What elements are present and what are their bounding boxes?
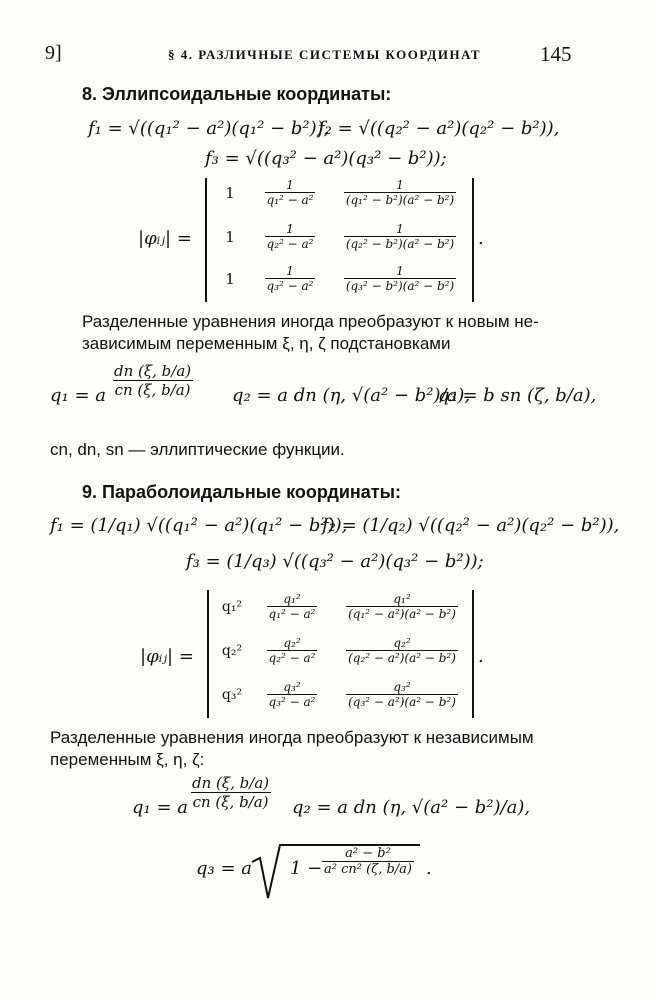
- det-fraction: $\frac{1}{\text{q₂² − a²}}$: [266, 222, 314, 251]
- substitution-q1-fraction: $\frac{dn (\xi, b/a)}{cn (\xi, b/a)}$: [192, 774, 270, 811]
- det-cell: 1: [225, 227, 235, 246]
- formula-f3: f₃ = (1/q₃) √((q₃² − a²)(q₃² − b²));: [186, 551, 484, 572]
- det-fraction: $\frac{1}{\text{(q₁² − b²)(a² − b²)}}$: [345, 178, 455, 207]
- det-fraction: $\frac{\text{q₁²}}{\text{q₁² − a²}}$: [268, 592, 316, 621]
- substitution-q1-lhs: q₁ = a: [50, 385, 106, 406]
- det-cell: q₃²: [221, 686, 243, 703]
- paragraph-line: Разделенные уравнения иногда преобразуют к новым не-: [82, 312, 539, 331]
- det-cell: q₁²: [221, 598, 243, 615]
- equation-period: .: [426, 858, 432, 879]
- formula-f2: f₂ = (1/q₂) √((q₂² − a²)(q₂² − b²)),: [322, 515, 620, 536]
- radical-fraction: $\frac{\text{a² − b²}}{\text{a² cn² (ζ, b/a)}}$: [324, 846, 412, 877]
- det-fraction: $\frac{\text{q₂²}}{\text{q₂² − a²}}$: [268, 636, 316, 665]
- substitution-q3: q₃ = b sn (ζ, b/a),: [438, 385, 597, 406]
- det-fraction: $\frac{1}{\text{q₃² − a²}}$: [266, 264, 314, 293]
- det-cell: 1: [225, 183, 235, 202]
- paragraph-note: cn, dn, sn — эллиптические функции.: [50, 440, 345, 459]
- det-fraction: $\frac{1}{\text{(q₃² − b²)(a² − b²)}}$: [345, 264, 455, 293]
- det-fraction: $\frac{1}{\text{q₁² − a²}}$: [266, 178, 314, 207]
- det-fraction: $\frac{\text{q₁²}}{\text{(q₁² − a²)(a² − b²)}}$: [348, 592, 456, 621]
- determinant-period: .: [478, 646, 484, 667]
- determinant-label: |φᵢⱼ| =: [140, 646, 194, 667]
- det-cell: 1: [225, 269, 235, 288]
- formula-f1: f₁ = √((q₁² − a²)(q₁² − b²)),: [88, 118, 330, 139]
- formula-f3: f₃ = √((q₃² − a²)(q₃² − b²));: [205, 148, 447, 169]
- substitution-q2: q₂ = a dn (η, √(a² − b²)/a),: [232, 385, 471, 406]
- page-number: 145: [540, 42, 572, 66]
- substitution-q1-lhs: q₁ = a: [132, 797, 188, 818]
- det-fraction: $\frac{1}{\text{(q₂² − b²)(a² − b²)}}$: [345, 222, 455, 251]
- section-title: 9. Параболоидальные координаты:: [82, 482, 401, 502]
- det-fraction: $\frac{\text{q₂²}}{\text{(q₂² − a²)(a² − b²)}}$: [348, 636, 456, 665]
- determinant-period: .: [478, 228, 484, 249]
- section-title: 8. Эллипсоидальные координаты:: [82, 84, 392, 104]
- radical-one: 1 −: [290, 858, 323, 879]
- determinant-label: |φᵢⱼ| =: [138, 228, 192, 249]
- det-fraction: $\frac{\text{q₃²}}{\text{q₃² − a²}}$: [268, 680, 316, 709]
- substitution-q3-lhs: q₃ = a: [196, 858, 252, 879]
- formula-f2: f₂ = √((q₂² − a²)(q₂² − b²)),: [318, 118, 560, 139]
- det-fraction: $\frac{\text{q₃²}}{\text{(q₃² − a²)(a² − b²)}}$: [348, 680, 456, 709]
- header-chapter-number: 9]: [45, 42, 62, 64]
- formula-f1: f₁ = (1/q₁) √((q₁² − a²)(q₁² − b²)),: [50, 515, 348, 536]
- det-cell: q₂²: [221, 642, 243, 659]
- substitution-q2: q₂ = a dn (η, √(a² − b²)/a),: [292, 797, 531, 818]
- paragraph-line: зависимым переменным ξ, η, ζ подстановками: [82, 334, 451, 353]
- running-head: § 4. РАЗЛИЧНЫЕ СИСТЕМЫ КООРДИНАТ: [168, 47, 481, 62]
- paragraph-line: переменным ξ, η, ζ:: [50, 750, 205, 769]
- substitution-q1-fraction: $\frac{dn (\xi, b/a)}{cn (\xi, b/a)}$: [114, 362, 192, 399]
- paragraph-line: Разделенные уравнения иногда преобразуют к независимым: [50, 728, 534, 747]
